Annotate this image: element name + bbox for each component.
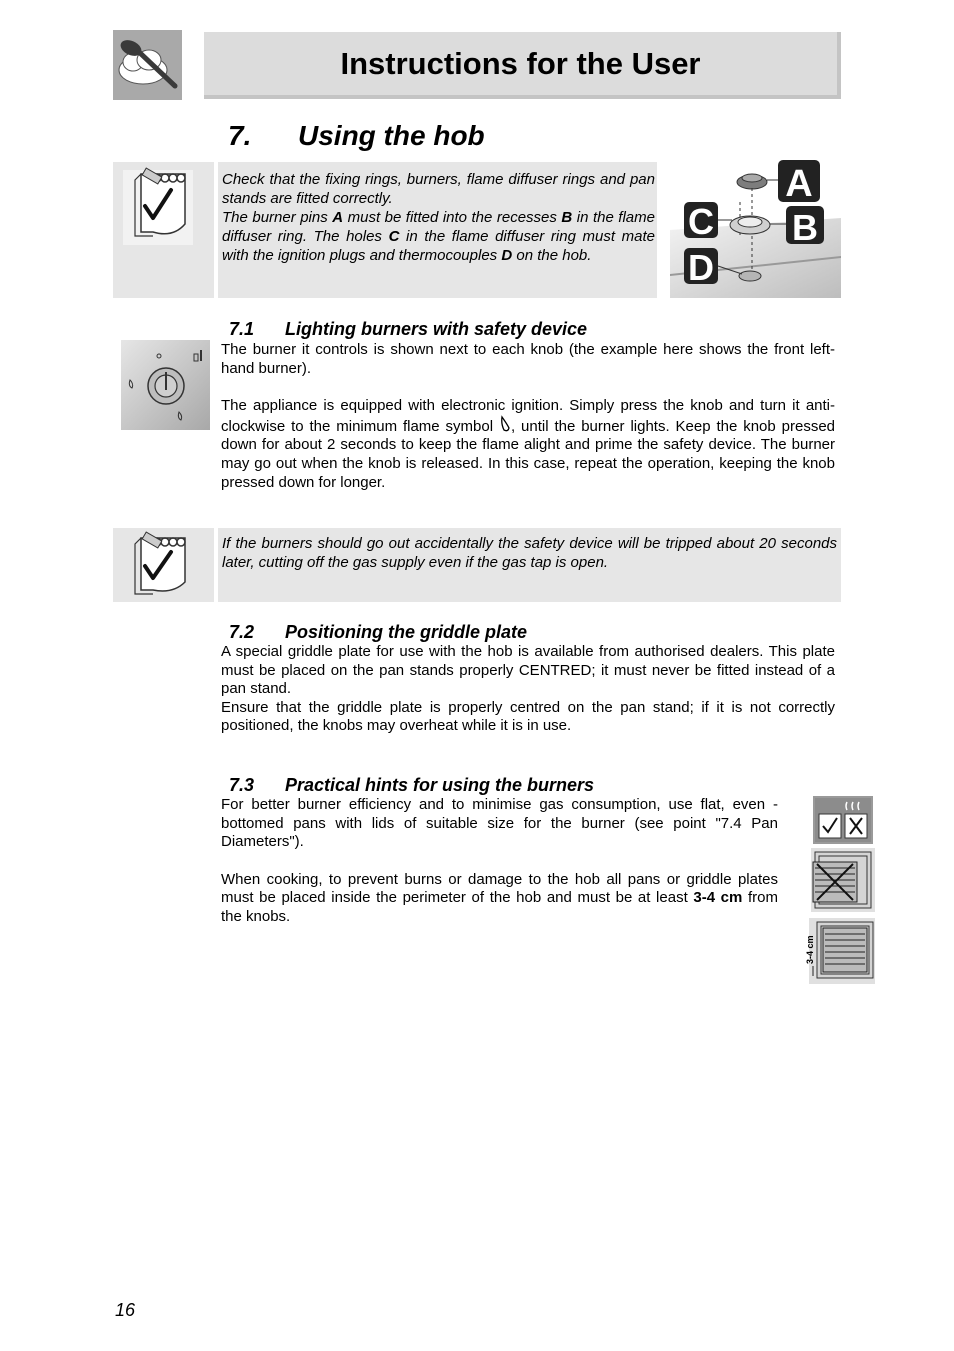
- diagram-label-c: C: [688, 201, 714, 242]
- label-a: A: [332, 209, 344, 226]
- paragraph: For better burner efficiency and to minimise gas consumption, use flat, even - bottomed pans with lids of suitable size for the burner (see point "7.4 Pan Diameters").: [221, 796, 778, 851]
- page-header-title: Instructions for the User: [340, 46, 701, 81]
- logo: [113, 30, 182, 100]
- note-1-text-part: in the flame diffuser ring must mate with the ignition plugs and thermocouples: [222, 228, 656, 264]
- min-flame-icon: [499, 416, 511, 433]
- note-2-text: If the burners should go out accidentally the safety device will be tripped about 20 seconds later, cutting off the gas supply even if the gas tap is open.: [222, 535, 837, 571]
- paragraph-text: When cooking, to prevent burns or damage to the hob all pans or griddle plates must be placed inside the perimeter of the hob and must be at least: [221, 870, 778, 907]
- burner-knob-icon: [121, 340, 210, 430]
- diagram-label-d: D: [688, 247, 714, 288]
- subsection-7-2-body: [221, 643, 835, 736]
- section-title-text: Using the hob: [298, 120, 485, 151]
- burner-knob-image: [121, 340, 210, 430]
- griddle-correct-image: [805, 918, 875, 984]
- diagram-label-a: A: [785, 163, 813, 205]
- subsection-7-3-body: [221, 796, 778, 927]
- label-c: C: [388, 228, 400, 245]
- paragraph-text: from the knobs.: [221, 889, 779, 925]
- note-1-line: Check that the fixing rings, burners, flame diffuser rings and pan stands are fitted correctly.: [222, 171, 655, 207]
- diagram-label-b: B: [792, 207, 818, 248]
- subsection-7-1-title: [229, 319, 587, 340]
- subsection-number: 7.1: [229, 319, 255, 339]
- burner-assembly-illustration: [670, 158, 841, 298]
- notepad-check-icon: [113, 528, 214, 602]
- note-1-text-part: The burner pins: [222, 209, 333, 226]
- paragraph-text: , until the burner lights. Keep the knob pressed down for about 2 seconds to keep the flame alight and prime the safety device. The burner may go out when the knob is released. In this case, repeat the operation, keeping the knob pressed down for longer.: [221, 417, 836, 491]
- section-title: [228, 120, 485, 152]
- pan-lid-image: [813, 796, 873, 844]
- pan-with-lid-icon: [813, 796, 873, 844]
- griddle-off-center-icon: [811, 848, 875, 912]
- subsection-title-text: Positioning the griddle plate: [285, 622, 528, 642]
- note-1-text-part: must be fitted into the recesses: [343, 209, 562, 226]
- griddle-centered-icon: [805, 918, 875, 984]
- subsection-7-3-title: [229, 775, 594, 796]
- subsection-7-2-title: [229, 622, 527, 643]
- paragraph: [221, 397, 835, 492]
- section-number: 7.: [228, 120, 252, 151]
- paragraph-text: The appliance is equipped with electronic ignition. Simply press the knob and turn it anti-clockwise to the minimum flame symbol: [221, 397, 835, 435]
- chef-hat-spoon-icon: [113, 30, 182, 100]
- paragraph: Ensure that the griddle plate is properly centred on the pan stand; if it is not correctly positioned, the knobs may overheat while it is in use.: [221, 698, 835, 735]
- page-number: 16: [115, 1300, 136, 1320]
- note-icon-panel: [113, 528, 214, 602]
- label-d: D: [501, 247, 513, 264]
- note-1-text-part: on the hob.: [512, 247, 592, 264]
- paragraph: A special griddle plate for use with the hob is available from authorised dealers. This plate must be placed on the pan stands properly CENTRED; it must never be fitted instead of a pan stand.: [221, 643, 835, 698]
- note-icon-panel: [113, 162, 214, 298]
- griddle-wrong-image: [811, 848, 875, 912]
- header-banner: [204, 32, 841, 99]
- distance-emphasis: 3-4 cm: [693, 889, 743, 907]
- subsection-title-text: Practical hints for using the burners: [285, 775, 595, 795]
- notepad-check-icon: [113, 162, 214, 298]
- note-1-panel: [218, 162, 657, 298]
- subsection-7-1-body: [221, 341, 835, 492]
- paragraph: [221, 871, 778, 927]
- subsection-number: 7.2: [229, 622, 255, 642]
- note-1-text: [222, 170, 655, 265]
- burner-assembly-diagram: [670, 158, 841, 298]
- subsection-title-text: Lighting burners with safety device: [285, 319, 588, 339]
- subsection-number: 7.3: [229, 775, 255, 795]
- paragraph: The burner it controls is shown next to each knob (the example here shows the front left-hand burner).: [221, 341, 835, 377]
- note-1-text-part: in the flame diffuser ring. The holes: [222, 209, 655, 245]
- label-b: B: [561, 209, 573, 226]
- note-2-panel: [218, 528, 841, 602]
- measure-label: 3-4 cm: [805, 935, 815, 964]
